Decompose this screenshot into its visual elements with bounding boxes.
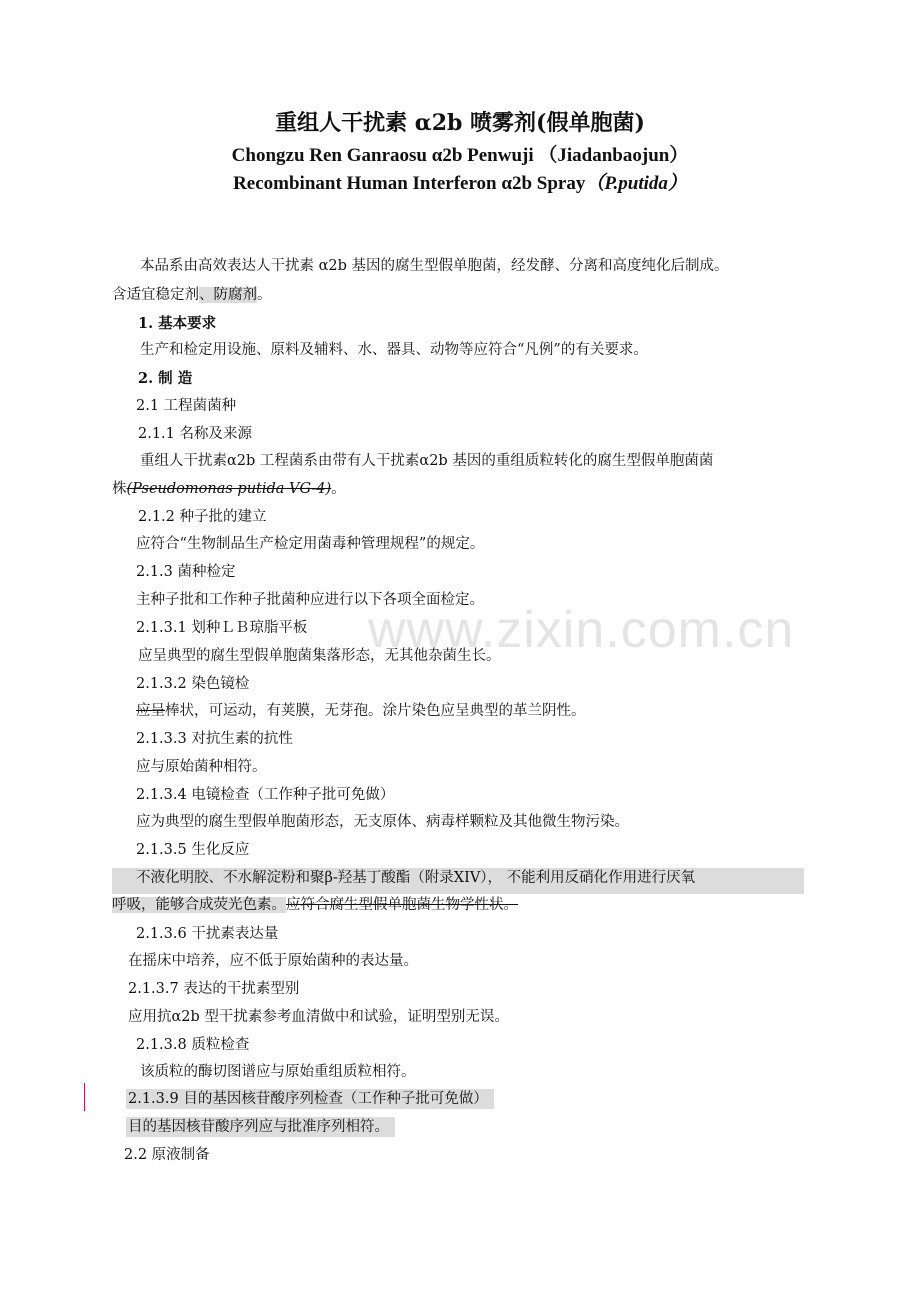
deleted-text: 应符合腐生型假单胞菌生物学性状。 (286, 897, 518, 913)
title-english-organism: （P.putida） (585, 173, 687, 194)
intro-highlighted-text: 、防腐剂 (199, 287, 257, 303)
paragraph-2-1-3-7: 应用抗α2b 型干扰素参考血清做中和试验，证明型别无误。 (128, 1009, 509, 1025)
paragraph-2-1-3-6: 在摇床中培养，应不低于原始菌种的表达量。 (128, 953, 418, 969)
paragraph-2-1-3-9 (126, 1119, 395, 1136)
section-2-2: 2.2 原液制备 (124, 1147, 210, 1163)
paragraph-basic-requirements: 生产和检定用设施、原料及辅料、水、器具、动物等应符合“凡例”的有关要求。 (140, 342, 648, 358)
heading-manufacture: 2. 制 造 (138, 370, 193, 387)
section-2-1: 2.1 工程菌菌种 (136, 398, 237, 414)
heading-basic-requirements: 1. 基本要求 (138, 315, 217, 332)
paragraph-2-1-3-3: 应与原始菌种相符。 (136, 759, 267, 775)
paragraph-text: 棒状，可运动，有荚膜，无芽孢。涂片染色应呈典型的革兰阴性。 (165, 703, 586, 719)
paragraph-2-1-3-1: 应呈典型的腐生型假单胞菌集落形态，无其他杂菌生长。 (138, 648, 501, 664)
paragraph-2-1-3: 主种子批和工作种子批菌种应进行以下各项全面检定。 (136, 592, 484, 608)
paragraph-2-1-3-5-line1: 不液化明胶、不水解淀粉和聚β-羟基丁酸酯（附录ⅩⅠⅤ）， 不能利用反硝化作用进行厌氧 (112, 868, 804, 894)
paragraph-source-line2 (112, 481, 346, 498)
section-2-1-3-9 (126, 1091, 494, 1108)
section-2-1-3: 2.1.3 菌种检定 (136, 564, 236, 580)
section-2-1-3-6: 2.1.3.6 干扰素表达量 (136, 926, 279, 942)
paragraph-2-1-3-2 (136, 703, 586, 720)
section-2-1-2: 2.1.2 种子批的建立 (138, 509, 267, 525)
intro-text: 含适宜稳定剂 (112, 287, 199, 303)
section-2-1-3-3: 2.1.3.3 对抗生素的抗性 (136, 731, 293, 747)
section-2-1-3-5: 2.1.3.5 生化反应 (136, 842, 250, 858)
intro-paragraph-line2 (112, 287, 272, 304)
highlighted-text: 呼吸，能够合成荧光色素。 (112, 897, 286, 913)
section-2-1-3-2: 2.1.3.2 染色镜检 (136, 676, 250, 692)
title-pinyin: Chongzu Ren Ganraosu α2b Penwuji （Jiadanbaojun） (231, 145, 689, 166)
deleted-text: 应呈 (136, 703, 165, 719)
watermark: www.zixin.com.cn (368, 601, 795, 659)
section-2-1-3-7: 2.1.3.7 表达的干扰素型别 (128, 981, 300, 997)
source-period: 。 (331, 481, 346, 497)
highlighted-heading: 2.1.3.9 目的基因核苷酸序列检查（工作种子批可免做） (126, 1089, 494, 1109)
paragraph-2-1-2: 应符合“生物制品生产检定用菌毒种管理规程”的规定。 (136, 536, 485, 552)
paragraph-2-1-3-8: 该质粒的酶切图谱应与原始重组质粒相符。 (140, 1064, 416, 1080)
title-english (0, 173, 920, 196)
title-chinese: 重组人干扰素 α2b 喷雾剂(假单胞菌) (275, 110, 645, 136)
section-2-1-3-8: 2.1.3.8 质粒检查 (136, 1037, 250, 1053)
intro-paragraph-line1: 本品系由高效表达人干扰素 α2b 基因的腐生型假单胞菌，经发酵、分离和高度纯化后制成。 (140, 258, 729, 274)
section-2-1-3-4: 2.1.3.4 电镜检查（工作种子批可免做） (136, 787, 395, 803)
paragraph-2-1-3-5-line2 (112, 897, 518, 914)
section-2-1-1: 2.1.1 名称及来源 (138, 426, 253, 442)
paragraph-source-line1: 重组人干扰素α2b 工程菌系由带有人干扰素α2b 基因的重组质粒转化的腐生型假单胞菌菌 (140, 453, 714, 469)
paragraph-2-1-3-4: 应为典型的腐生型假单胞菌形态，无支原体、病毒样颗粒及其他微生物污染。 (136, 814, 629, 830)
revision-change-bar (84, 1083, 85, 1111)
source-strikethrough: (Pseudomonas putida VG-4) (126, 481, 332, 497)
section-2-1-3-1: 2.1.3.1 划种ＬＢ琼脂平板 (136, 620, 308, 636)
highlighted-text: 目的基因核苷酸序列应与批准序列相符。 (126, 1117, 395, 1137)
source-text: 株 (112, 481, 127, 497)
intro-period: 。 (257, 287, 272, 303)
title-english-main: Recombinant Human Interferon α2b Spray (233, 173, 586, 194)
